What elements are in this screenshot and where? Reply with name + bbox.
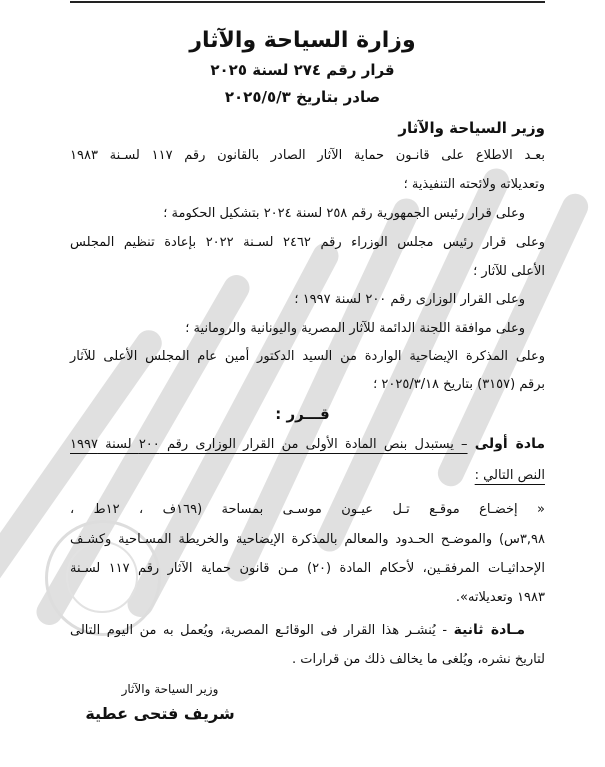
- decree-number: قرار رقم ٢٧٤ لسنة ٢٠٢٥: [210, 61, 395, 79]
- article1-text: – يستبدل بنص المادة الأولى من القرار الوزارى رقم ٢٠٠ لسنة ١٩٩٧: [70, 437, 468, 452]
- decided-heading: قـــرر :: [275, 405, 330, 423]
- preamble-text: بعـد الاطلاع على قانـون حماية الآثار الصادر بالقانون رقم ١١٧ لسـنة ١٩٨٣: [70, 148, 545, 163]
- article1-cont: [475, 466, 545, 486]
- signature-name: شريف فتحى عطية: [85, 704, 235, 723]
- quote-line: ٣,٩٨س) والموضـح الحـدود والمعالم بالمذكرة الإيضاحية والخريطة المسـاحية وكشـف: [70, 532, 545, 547]
- preamble-line: وعلى القرار الوزارى رقم ٢٠٠ لسنة ١٩٩٧ ؛: [294, 292, 525, 307]
- preamble-line: الأعلى للآثار ؛: [473, 264, 545, 279]
- article2-text: - يُنشـر هذا القرار فى الوقائـع المصرية، ويُعمل به من اليوم التالى: [70, 623, 448, 638]
- article2-label: مـادة ثانية: [453, 622, 526, 638]
- article2-line: [70, 620, 525, 641]
- article1-cont-text: النص التالي :: [474, 468, 545, 483]
- article2-cont: لتاريخ نشره، ويُلغى ما يخالف ذلك من قرارات .: [291, 652, 545, 667]
- preamble-line: وعلى موافقة اللجنة الدائمة للآثار المصرية واليونانية والرومانية ؛: [185, 321, 525, 336]
- preamble-line: وعلى المذكرة الإيضاحية الواردة من السيد الدكتور أمين عام المجلس الأعلى للآثار: [70, 349, 545, 364]
- article1-line: [70, 434, 545, 455]
- preamble-line: [70, 146, 545, 166]
- top-rule: [70, 1, 545, 3]
- quote-line: « إخضـاع موقـع تـل عيـون موسـى بمساحة (١٦٩ف ، ١٢ط ،: [70, 502, 545, 517]
- ministry-title: وزارة السياحة والآثار: [189, 28, 416, 53]
- preamble-line: وعلى قرار رئيس مجلس الوزراء رقم ٢٤٦٢ لسـنة ٢٠٢٢ بإعادة تنظيم المجلس: [70, 235, 545, 250]
- quote-line: الإحداثيـات المرفقـين، لأحكام المادة (٢٠) مـن قانون حماية الآثار رقم ١١٧ لسـنة: [70, 561, 545, 576]
- preamble-line: برقم (٣١٥٧) بتاريخ ٢٠٢٥/٣/١٨ ؛: [373, 377, 545, 392]
- signature-title: وزير السياحة والآثار: [121, 682, 219, 696]
- preamble-line: وعلى قرار رئيس الجمهورية رقم ٢٥٨ لسنة ٢٠٢٤ بتشكيل الحكومة ؛: [163, 206, 525, 221]
- quote-line: ١٩٨٣ وتعديلاته».: [455, 590, 545, 605]
- preamble-line: وتعديلاته ولائحته التنفيذية ؛: [403, 177, 545, 192]
- issuer-heading: وزير السياحة والآثار: [398, 119, 545, 137]
- article1-label: مادة أولى: [474, 436, 545, 452]
- issue-date: صادر بتاريخ ٢٠٢٥/٥/٣: [224, 88, 381, 106]
